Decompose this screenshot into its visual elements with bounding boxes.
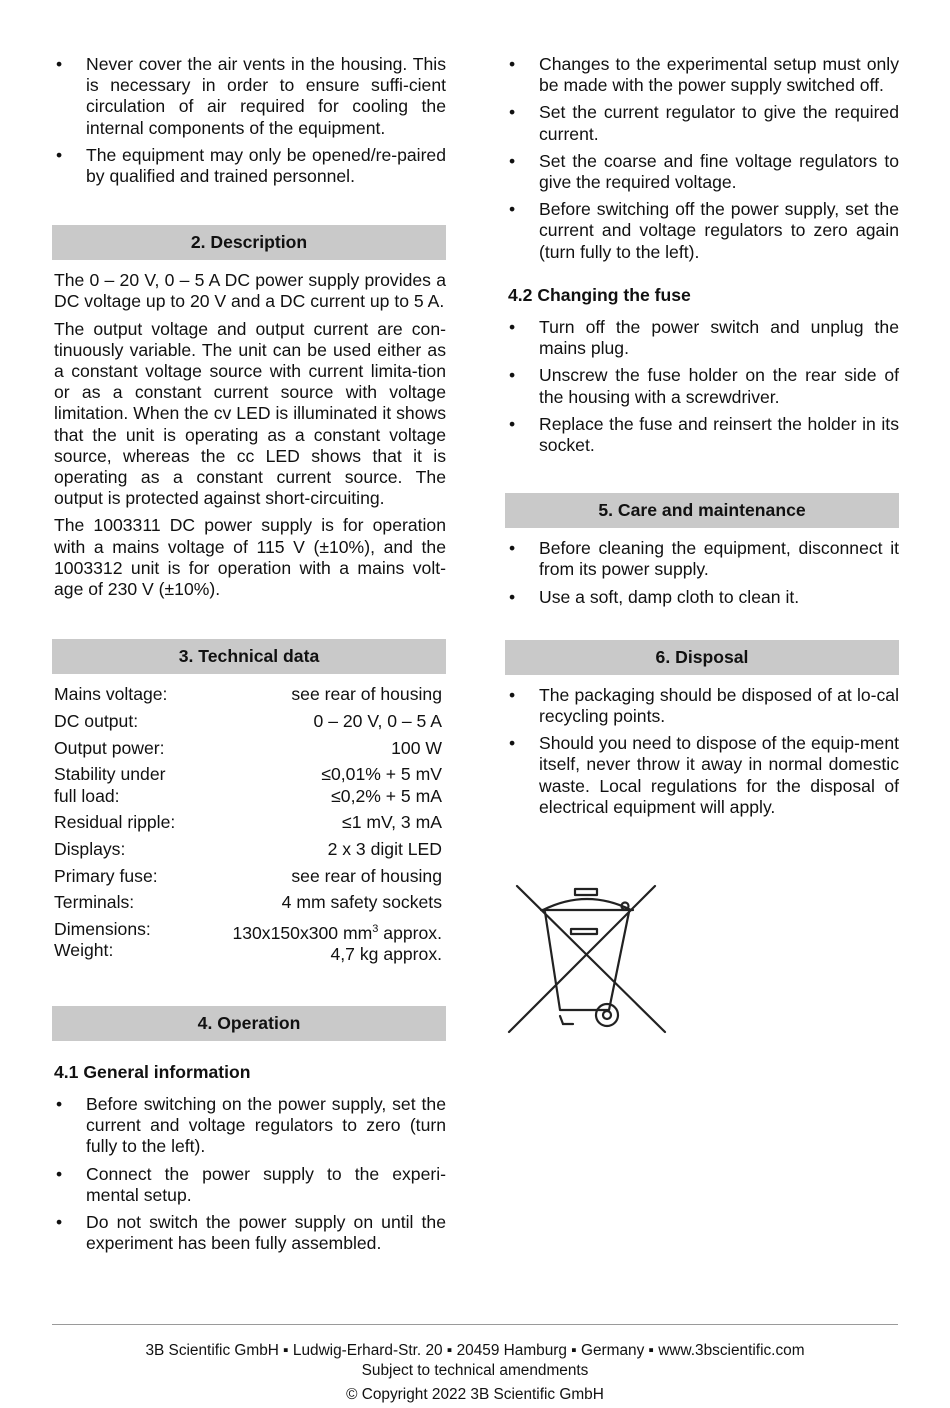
spec-value: 4 mm safety sockets bbox=[281, 892, 442, 913]
section-heading-description: 2. Description bbox=[52, 225, 446, 260]
list-item: • Changes to the experimental setup must only be made with the power supply switched off. bbox=[505, 54, 899, 96]
list-item: • Before cleaning the equipment, disconnect it from its power supply. bbox=[505, 538, 899, 580]
table-row bbox=[54, 711, 442, 738]
table-row bbox=[54, 892, 442, 919]
spec-label: Output power: bbox=[54, 737, 165, 758]
list-item: • Never cover the air vents in the housing. This is necessary in order to ensure suffi-cient circulation of air required for cooling the internal components of the equipment. bbox=[52, 54, 446, 139]
dimensions-value: 130x150x300 mm bbox=[232, 922, 373, 943]
spec-value bbox=[196, 764, 442, 812]
list-item: • Should you need to dispose of the equip-ment itself, never throw it away in normal domestic waste. Local regulations for the disposal of electrical equipment will apply. bbox=[505, 733, 899, 818]
table-row bbox=[54, 866, 442, 893]
footer-copyright: © Copyright 2022 3B Scientific GmbH bbox=[346, 1386, 604, 1403]
list-item: • The packaging should be disposed of at lo-cal recycling points. bbox=[505, 685, 899, 727]
spec-label bbox=[54, 764, 196, 812]
table-row bbox=[54, 684, 442, 711]
right-column bbox=[505, 54, 899, 824]
spec-value-line: ≤0,01% + 5 mV bbox=[321, 764, 442, 785]
paragraph: The output voltage and output current are con-tinuously variable. The unit can be used either as a constant voltage source with current limita-tion or as a constant current source with voltage limitation. When the cv LED is illuminated it shows that the unit is operating as a constant voltage source, whereas the cc LED shows that it is operating as a constant current source. The output is protected against short-circuiting. bbox=[54, 318, 446, 509]
spec-value: see rear of housing bbox=[291, 865, 442, 886]
spec-label: Mains voltage: bbox=[54, 684, 168, 705]
general-information-list bbox=[52, 1094, 446, 1254]
spec-label bbox=[54, 919, 196, 971]
list-item: • Set the coarse and fine voltage regulators to give the required voltage. bbox=[505, 151, 899, 193]
spec-label-line: full load: bbox=[54, 785, 120, 806]
list-item: • Turn off the power switch and unplug the mains plug. bbox=[505, 317, 899, 359]
footer-divider bbox=[52, 1324, 898, 1325]
subheading-general-information: 4.1 General information bbox=[54, 1061, 251, 1082]
table-row bbox=[54, 839, 442, 866]
paragraph: The 1003311 DC power supply is for operation with a mains voltage of 115 V (±10%), and the 1003312 unit is for operation with a mains volt-age of 230 V (±10%). bbox=[54, 515, 446, 600]
section-heading-care: 5. Care and maintenance bbox=[505, 493, 899, 528]
subheading-changing-the-fuse: 4.2 Changing the fuse bbox=[508, 284, 691, 305]
table-row bbox=[54, 764, 442, 812]
spec-value: 100 W bbox=[391, 737, 442, 758]
list-item: • Connect the power supply to the experi-mental setup. bbox=[52, 1164, 446, 1206]
list-item: • Use a soft, damp cloth to clean it. bbox=[505, 587, 899, 608]
spec-label: Residual ripple: bbox=[54, 812, 176, 833]
fuse-list bbox=[505, 317, 899, 456]
safety-list bbox=[52, 54, 446, 187]
general-information-list-continued bbox=[505, 54, 899, 263]
spec-value: see rear of housing bbox=[291, 684, 442, 705]
spec-value-line: ≤0,2% + 5 mA bbox=[331, 785, 442, 806]
care-list bbox=[505, 538, 899, 608]
spec-label: Terminals: bbox=[54, 892, 135, 913]
footer-address: 3B Scientific GmbH ▪ Ludwig-Erhard-Str. 20 ▪ 20459 Hamburg ▪ Germany ▪ www.3bscientific.com bbox=[145, 1342, 805, 1359]
list-item: • Set the current regulator to give the required current. bbox=[505, 102, 899, 144]
spec-label: Primary fuse: bbox=[54, 865, 158, 886]
spec-value-line: 4,7 kg approx. bbox=[330, 944, 442, 965]
table-row bbox=[54, 738, 442, 765]
paragraph: The 0 – 20 V, 0 – 5 A DC power supply provides a DC voltage up to 20 V and a DC current up to 5 A. bbox=[54, 270, 446, 312]
superscript-3: 3 bbox=[372, 923, 379, 936]
list-item: • Before switching off the power supply, set the current and voltage regulators to zero again (turn fully to the left). bbox=[505, 199, 899, 263]
spec-label-line: Stability under bbox=[54, 764, 166, 785]
list-item: • Before switching on the power supply, set the current and voltage regulators to zero (turn fully to the left). bbox=[52, 1094, 446, 1158]
list-item: • The equipment may only be opened/re-paired by qualified and trained personnel. bbox=[52, 145, 446, 187]
dimensions-suffix: approx. bbox=[378, 922, 442, 943]
spec-value-line bbox=[196, 919, 442, 944]
section-heading-operation: 4. Operation bbox=[52, 1006, 446, 1041]
crossed-out-wheelie-bin-icon bbox=[507, 882, 667, 1034]
table-row bbox=[54, 919, 442, 971]
section-heading-disposal: 6. Disposal bbox=[505, 640, 899, 675]
left-column bbox=[52, 54, 446, 1260]
footer-note: Subject to technical amendments bbox=[361, 1362, 589, 1379]
spec-value: ≤1 mV, 3 mA bbox=[342, 812, 442, 833]
technical-data-table bbox=[54, 684, 442, 971]
list-item: • Unscrew the fuse holder on the rear side of the housing with a screwdriver. bbox=[505, 365, 899, 407]
spec-value: 0 – 20 V, 0 – 5 A bbox=[313, 710, 442, 731]
spec-value: 2 x 3 digit LED bbox=[327, 838, 442, 859]
list-item: • Replace the fuse and reinsert the holder in its socket. bbox=[505, 414, 899, 456]
spec-label-line: Dimensions: bbox=[54, 919, 151, 940]
table-row bbox=[54, 812, 442, 839]
section-heading-technical-data: 3. Technical data bbox=[52, 639, 446, 674]
spec-label: Displays: bbox=[54, 838, 126, 859]
list-item: • Do not switch the power supply on until the experiment has been fully assembled. bbox=[52, 1212, 446, 1254]
disposal-list bbox=[505, 685, 899, 818]
description-body bbox=[52, 270, 446, 600]
spec-label-line: Weight: bbox=[54, 940, 114, 961]
spec-value bbox=[196, 919, 442, 971]
spec-label: DC output: bbox=[54, 710, 139, 731]
